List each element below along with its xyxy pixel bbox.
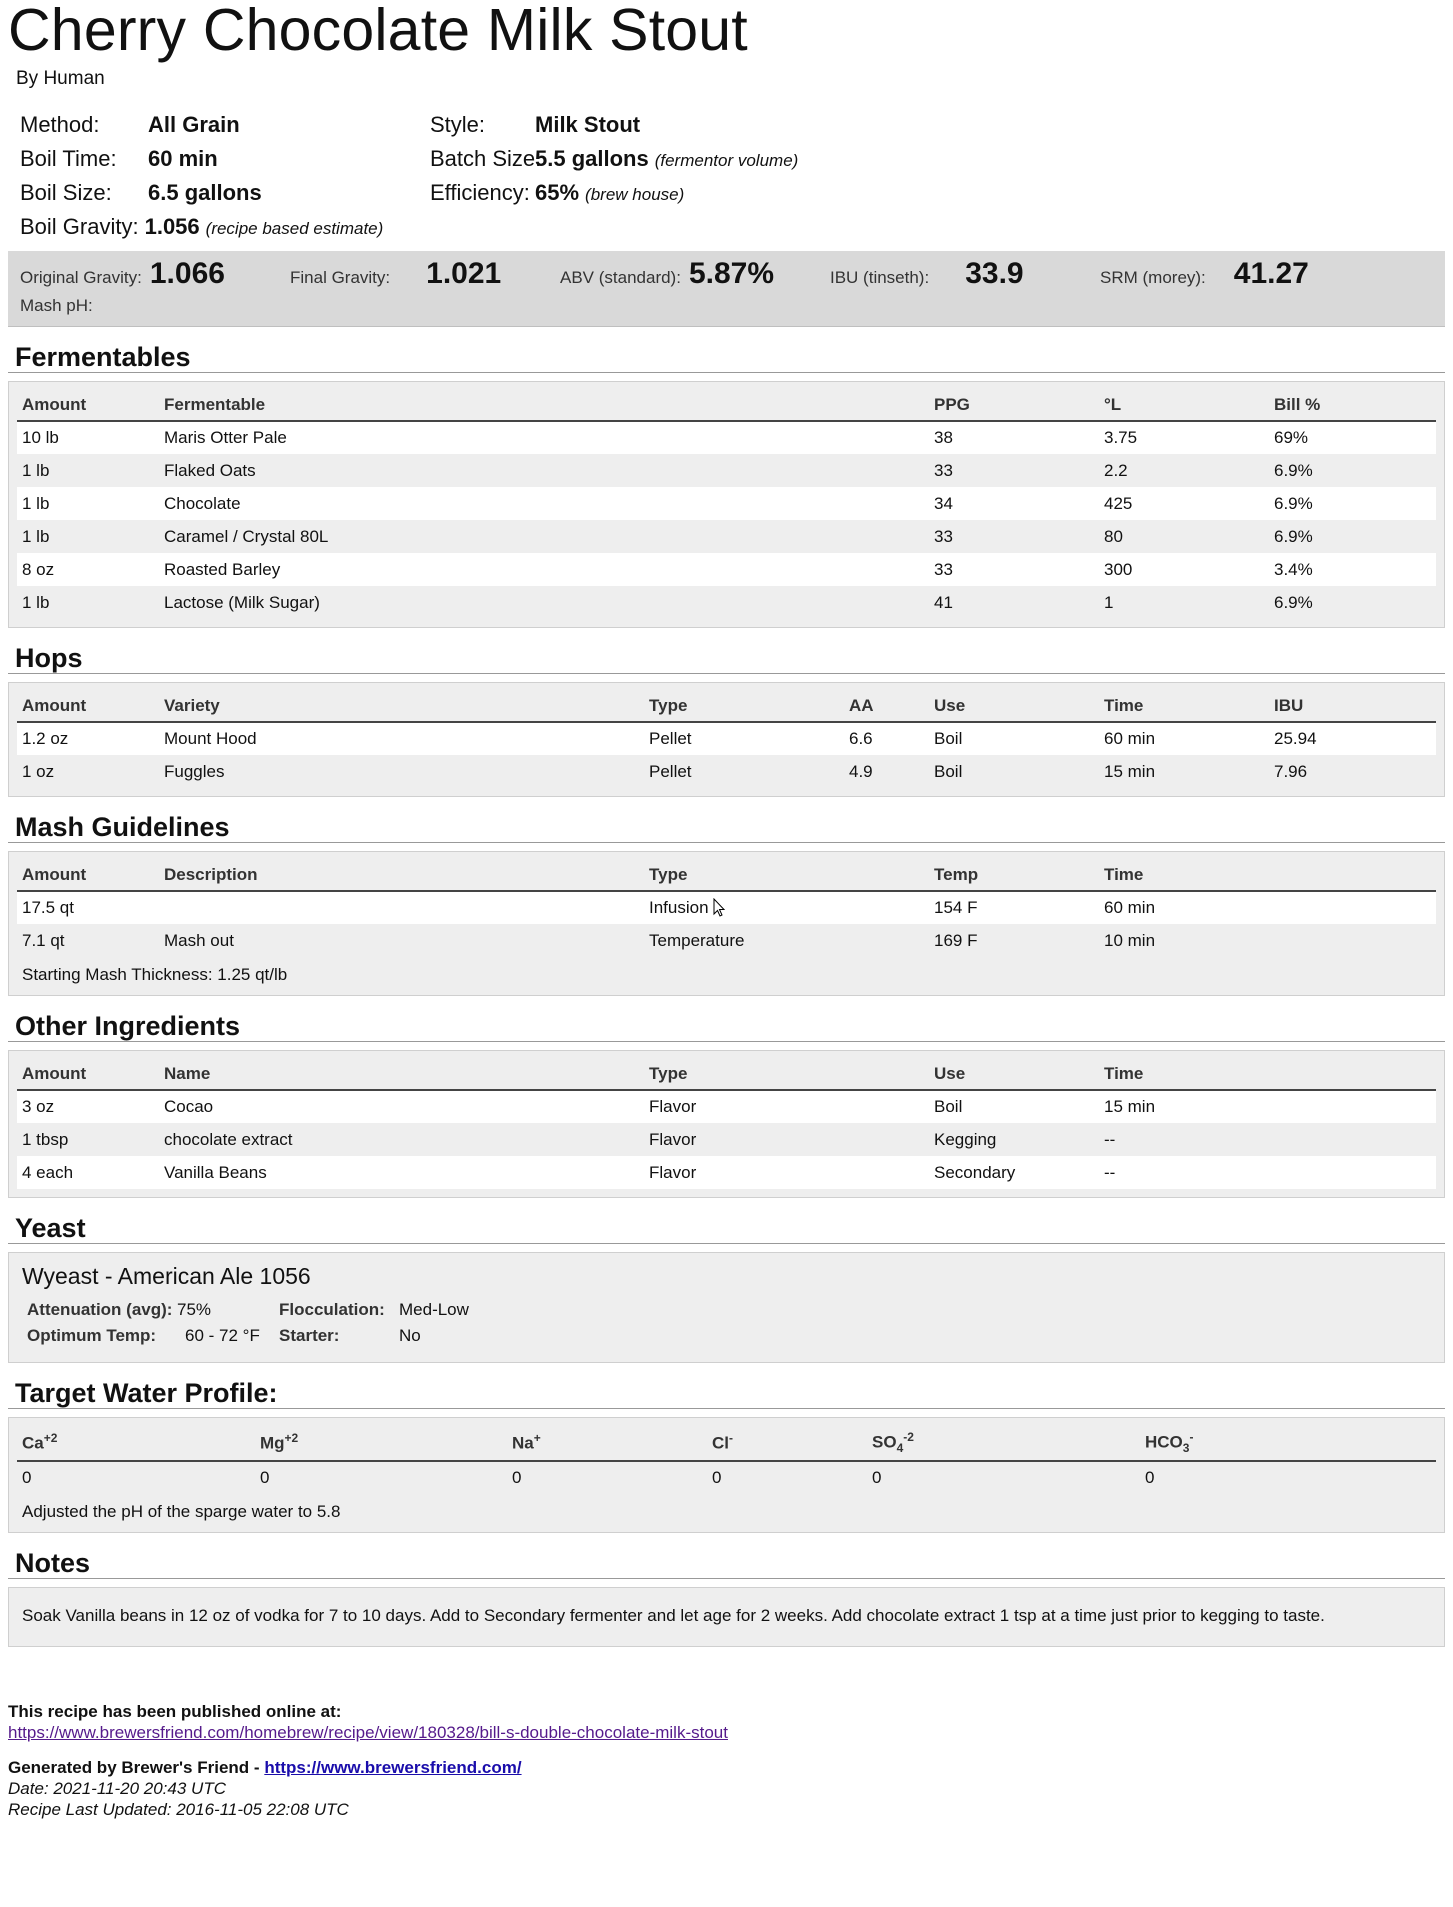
cell: 7.1 qt <box>17 924 159 957</box>
og-value: 1.066 <box>149 257 225 290</box>
cell: Pellet <box>644 755 844 788</box>
column-header: Time <box>1099 1057 1436 1090</box>
cell: 4 each <box>17 1156 159 1189</box>
water-heading: Target Water Profile: <box>8 1363 1445 1409</box>
srm-value: 41.27 <box>1233 257 1309 290</box>
cell: 1 oz <box>17 755 159 788</box>
cell: 0 <box>1140 1461 1436 1494</box>
ion-header: $Mg^{+2}$ <box>255 1424 507 1461</box>
table-row <box>17 1156 1436 1189</box>
cell: Kegging <box>929 1123 1099 1156</box>
cell: 6.9% <box>1269 520 1436 553</box>
hops-table <box>17 689 1436 788</box>
cell: Flavor <box>644 1156 929 1189</box>
yeast-details <box>27 1300 1436 1346</box>
cell: Secondary <box>929 1156 1099 1189</box>
footer <box>8 1701 1445 1820</box>
cell: 38 <box>929 421 1099 454</box>
mouse-cursor-icon <box>713 898 727 918</box>
column-header: Temp <box>929 858 1099 891</box>
cell: 1 lb <box>17 520 159 553</box>
method-row <box>20 112 430 141</box>
notes-text: Soak Vanilla beans in 12 oz of vodka for 7 to 10 days. Add to Secondary fermenter and let age for 2 weeks. Add chocolate extract 1 tsp at a time just prior to kegging to taste. <box>22 1606 1325 1626</box>
author: By Human <box>16 68 105 89</box>
yeast-name: Wyeast - American Ale 1056 <box>22 1263 311 1289</box>
cell: 6.6 <box>844 722 929 755</box>
cell: Infusion <box>644 891 929 924</box>
column-header: AA <box>844 689 929 722</box>
mash-thickness: Starting Mash Thickness: 1.25 qt/lb <box>22 965 288 984</box>
cell: Caramel / Crystal 80L <box>159 520 929 553</box>
temp-value: 60 - 72 °F <box>185 1326 260 1345</box>
cell <box>159 891 644 924</box>
method-value: All Grain <box>148 112 240 137</box>
cell: 69% <box>1269 421 1436 454</box>
cell: 6.9% <box>1269 487 1436 520</box>
water-note: Adjusted the pH of the sparge water to 5.8 <box>22 1502 341 1522</box>
column-header: Variety <box>159 689 644 722</box>
generated-date: Date: 2021-11-20 20:43 UTC <box>8 1779 226 1799</box>
table-row <box>17 421 1436 454</box>
style-row <box>430 112 1445 141</box>
starter-value: No <box>399 1326 421 1345</box>
water-panel <box>8 1417 1445 1533</box>
column-header: Type <box>644 1057 929 1090</box>
cell: 41 <box>929 586 1099 619</box>
column-header: Amount <box>17 689 159 722</box>
page-title: Cherry Chocolate Milk Stout <box>8 0 748 63</box>
style-label: Style: <box>430 112 486 137</box>
table-row <box>17 755 1436 788</box>
column-header: Use <box>929 689 1099 722</box>
cell: 0 <box>707 1461 867 1494</box>
cell: 0 <box>255 1461 507 1494</box>
table-row <box>17 487 1436 520</box>
srm-stat <box>1100 257 1309 291</box>
other-table <box>17 1057 1436 1189</box>
cell: Chocolate <box>159 487 929 520</box>
cell: chocolate extract <box>159 1123 644 1156</box>
cell: 10 min <box>1099 924 1436 957</box>
other-heading: Other Ingredients <box>8 996 1445 1042</box>
og-label: Original Gravity: <box>20 268 142 287</box>
cell: 3 oz <box>17 1090 159 1123</box>
efficiency-value: 65% <box>535 180 580 205</box>
cell: 1 lb <box>17 586 159 619</box>
abv-value: 5.87% <box>688 257 775 290</box>
boil-size-row <box>20 180 430 209</box>
boil-gravity-note: (recipe based estimate) <box>205 219 384 238</box>
boil-gravity-value: 1.056 <box>144 214 200 239</box>
cell: -- <box>1099 1123 1436 1156</box>
cell: 169 F <box>929 924 1099 957</box>
mash-heading: Mash Guidelines <box>8 797 1445 843</box>
cell: Flavor <box>644 1090 929 1123</box>
cell: Lactose (Milk Sugar) <box>159 586 929 619</box>
yeast-heading: Yeast <box>8 1198 1445 1244</box>
table-row <box>17 1123 1436 1156</box>
cell: Fuggles <box>159 755 644 788</box>
table-row <box>17 1461 1436 1494</box>
mash-ph-label: Mash pH: <box>20 296 93 315</box>
cell: 3.4% <box>1269 553 1436 586</box>
cell: 4.9 <box>844 755 929 788</box>
cell: 10 lb <box>17 421 159 454</box>
cell: 80 <box>1099 520 1269 553</box>
column-header: Type <box>644 689 844 722</box>
cell: 1 tbsp <box>17 1123 159 1156</box>
ibu-label: IBU (tinseth): <box>830 268 930 287</box>
flocculation-label: Flocculation: <box>279 1300 385 1319</box>
column-header: Type <box>644 858 929 891</box>
srm-label: SRM (morey): <box>1100 268 1206 287</box>
cell: Vanilla Beans <box>159 1156 644 1189</box>
style-value: Milk Stout <box>535 112 641 137</box>
boil-size-label: Boil Size: <box>20 180 112 205</box>
cell: 17.5 qt <box>17 891 159 924</box>
cell: Pellet <box>644 722 844 755</box>
fg-stat <box>290 257 501 291</box>
efficiency-note: (brew house) <box>585 185 685 204</box>
cell: 34 <box>929 487 1099 520</box>
cell: 7.96 <box>1269 755 1436 788</box>
ibu-stat <box>830 257 1024 291</box>
cell: 8 oz <box>17 553 159 586</box>
batch-size-label: Batch Size: <box>430 146 542 171</box>
table-row <box>17 454 1436 487</box>
column-header: °L <box>1099 388 1269 421</box>
table-row <box>17 520 1436 553</box>
cell: 300 <box>1099 553 1269 586</box>
fermentables-panel <box>8 381 1445 628</box>
cell: Mash out <box>159 924 644 957</box>
table-row <box>17 924 1436 957</box>
yeast-panel <box>8 1252 1445 1363</box>
ion-header: $SO_4^{-2}$ <box>867 1424 1140 1461</box>
method-label: Method: <box>20 112 100 137</box>
cell: Boil <box>929 755 1099 788</box>
published-label: This recipe has been published online at: <box>8 1702 342 1722</box>
generated-label: Generated by Brewer's Friend - <box>8 1758 260 1778</box>
column-header: Fermentable <box>159 388 929 421</box>
fermentables-heading: Fermentables <box>8 327 1445 373</box>
cell: 425 <box>1099 487 1269 520</box>
boil-time-row <box>20 146 430 175</box>
cell: Boil <box>929 1090 1099 1123</box>
table-row <box>17 1090 1436 1123</box>
cell: 1 lb <box>17 454 159 487</box>
batch-size-note: (fermentor volume) <box>654 151 799 170</box>
cell: 33 <box>929 553 1099 586</box>
fermentables-table <box>17 388 1436 619</box>
ibu-value: 33.9 <box>965 257 1024 290</box>
cell: 60 min <box>1099 722 1269 755</box>
column-header: Time <box>1099 858 1436 891</box>
cell: Flaked Oats <box>159 454 929 487</box>
column-header: Amount <box>17 388 159 421</box>
abv-label: ABV (standard): <box>560 268 681 287</box>
cell: Roasted Barley <box>159 553 929 586</box>
cell: 6.9% <box>1269 454 1436 487</box>
efficiency-label: Efficiency: <box>430 180 530 205</box>
notes-panel <box>8 1587 1445 1647</box>
recipe-info <box>20 112 1445 243</box>
mash-panel <box>8 851 1445 996</box>
cell: -- <box>1099 1156 1436 1189</box>
cell: 60 min <box>1099 891 1436 924</box>
cell: 6.9% <box>1269 586 1436 619</box>
attenuation-label: Attenuation (avg): <box>27 1300 173 1319</box>
cell: 1 lb <box>17 487 159 520</box>
water-table <box>17 1424 1436 1494</box>
column-header: Amount <box>17 858 159 891</box>
ion-header: $HCO_3^-$ <box>1140 1424 1436 1461</box>
cell: 33 <box>929 454 1099 487</box>
cell: Cocao <box>159 1090 644 1123</box>
other-panel <box>8 1050 1445 1198</box>
attenuation-value: 75% <box>177 1300 212 1319</box>
cell: 0 <box>17 1461 255 1494</box>
cell: 1.2 oz <box>17 722 159 755</box>
column-header: Amount <box>17 1057 159 1090</box>
ion-header: Cl- <box>707 1424 867 1461</box>
column-header: Bill % <box>1269 388 1436 421</box>
fg-value: 1.021 <box>426 257 502 290</box>
boil-time-label: Boil Time: <box>20 146 117 171</box>
hops-panel <box>8 682 1445 797</box>
cell: 3.75 <box>1099 421 1269 454</box>
ion-header: Na+ <box>507 1424 707 1461</box>
abv-stat <box>560 257 774 291</box>
boil-gravity-row <box>20 214 1445 243</box>
table-row <box>17 722 1436 755</box>
notes-heading: Notes <box>8 1533 1445 1579</box>
boil-time-value: 60 min <box>148 146 218 171</box>
cell: Temperature <box>644 924 929 957</box>
cell: 0 <box>507 1461 707 1494</box>
last-updated: Recipe Last Updated: 2016-11-05 22:08 UTC <box>8 1800 349 1820</box>
column-header: Name <box>159 1057 644 1090</box>
column-header: PPG <box>929 388 1099 421</box>
column-header: Description <box>159 858 644 891</box>
flocculation-value: Med-Low <box>399 1300 469 1319</box>
og-stat <box>20 257 225 291</box>
generated-line <box>8 1757 1445 1778</box>
table-row <box>17 553 1436 586</box>
boil-size-value: 6.5 gallons <box>148 180 262 205</box>
cell: 15 min <box>1099 1090 1436 1123</box>
brewersfriend-link[interactable]: https://www.brewersfriend.com/ <box>264 1758 522 1778</box>
batch-size-row <box>430 146 1445 175</box>
cell: 2.2 <box>1099 454 1269 487</box>
cell: 0 <box>867 1461 1140 1494</box>
stats-bar <box>8 251 1445 327</box>
ion-header: $Ca^{+2}$ <box>17 1424 255 1461</box>
cell: Boil <box>929 722 1099 755</box>
cell: 154 F <box>929 891 1099 924</box>
temp-label: Optimum Temp: <box>27 1326 157 1345</box>
batch-size-value: 5.5 gallons <box>535 146 649 171</box>
cell: 1 <box>1099 586 1269 619</box>
cell: Maris Otter Pale <box>159 421 929 454</box>
column-header: Use <box>929 1057 1099 1090</box>
table-row <box>17 586 1436 619</box>
cell: Flavor <box>644 1123 929 1156</box>
cell: 25.94 <box>1269 722 1436 755</box>
hops-heading: Hops <box>8 628 1445 674</box>
starter-label: Starter: <box>279 1326 340 1345</box>
fg-label: Final Gravity: <box>290 268 391 287</box>
published-link[interactable]: https://www.brewersfriend.com/homebrew/recipe/view/180328/bill-s-double-chocolate-milk-stout <box>8 1723 728 1743</box>
column-header: IBU <box>1269 689 1436 722</box>
boil-gravity-label: Boil Gravity: <box>20 214 139 239</box>
efficiency-row <box>430 180 1445 209</box>
cell: 15 min <box>1099 755 1269 788</box>
cell: Mount Hood <box>159 722 644 755</box>
column-header: Time <box>1099 689 1269 722</box>
cell: 33 <box>929 520 1099 553</box>
